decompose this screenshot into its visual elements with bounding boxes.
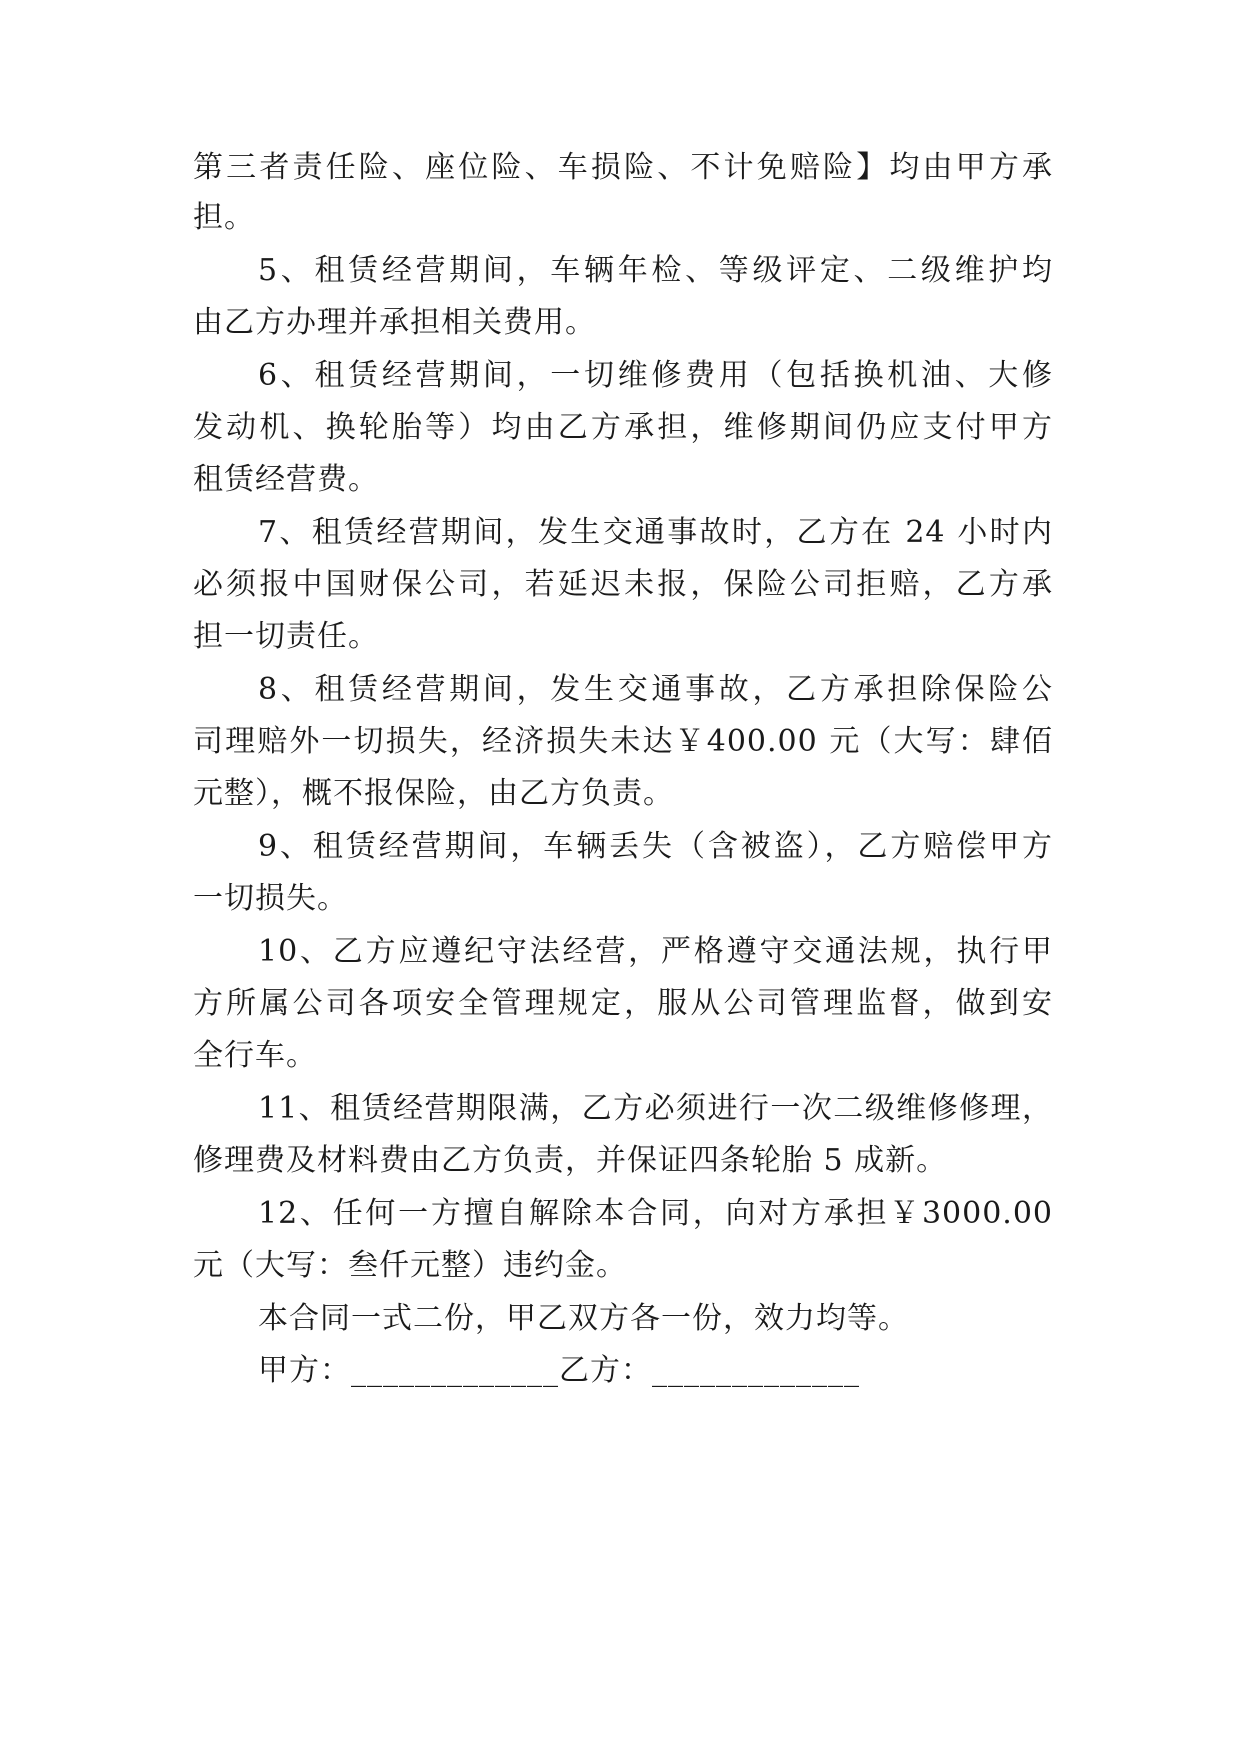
text-line: 方所属公司各项安全管理规定，服从公司管理监督，做到安 bbox=[193, 986, 1053, 1021]
text-line: 必须报中国财保公司，若延迟未报，保险公司拒赔，乙方承 bbox=[193, 567, 1053, 602]
paragraph-9-line: 9、租赁经营期间，车辆丢失（含被盗），乙方赔偿甲方 bbox=[258, 829, 1053, 864]
paragraph-6-line: 6、租赁经营期间，一切维修费用（包括换机油、大修 bbox=[258, 358, 1053, 393]
text-line: 第三者责任险、座位险、车损险、不计免赔险】均由甲方承 bbox=[193, 150, 1053, 185]
text-line: 发动机、换轮胎等）均由乙方承担，维修期间仍应支付甲方 bbox=[193, 410, 1053, 445]
text-line: 租赁经营费。 bbox=[193, 462, 379, 497]
text-line: 一切损失。 bbox=[193, 881, 348, 916]
text-line: 修理费及材料费由乙方负责，并保证四条轮胎 5 成新。 bbox=[193, 1143, 948, 1178]
text-line: 担。 bbox=[193, 200, 255, 235]
paragraph-10-line: 10、乙方应遵纪守法经营，严格遵守交通法规，执行甲 bbox=[258, 934, 1053, 969]
paragraph-12-line: 12、任何一方擅自解除本合同，向对方承担￥3000.00 bbox=[258, 1196, 1053, 1231]
paragraph-8-line: 8、租赁经营期间，发生交通事故，乙方承担除保险公 bbox=[258, 672, 1053, 707]
text-line: 担一切责任。 bbox=[193, 619, 379, 654]
text-line: 全行车。 bbox=[193, 1038, 317, 1073]
text-line: 由乙方办理并承担相关费用。 bbox=[193, 305, 596, 340]
text-line: 司理赔外一切损失，经济损失未达￥400.00 元（大写：肆佰 bbox=[193, 724, 1053, 759]
paragraph-11-line: 11、租赁经营期限满，乙方必须进行一次二级维修修理， bbox=[258, 1091, 1053, 1126]
paragraph-5-line: 5、租赁经营期间，车辆年检、等级评定、二级维护均 bbox=[258, 253, 1053, 288]
signature-line: 甲方：_____________乙方：_____________ bbox=[258, 1353, 860, 1388]
text-line: 元（大写：叁仟元整）违约金。 bbox=[193, 1248, 627, 1283]
text-line: 元整），概不报保险，由乙方负责。 bbox=[193, 776, 674, 811]
paragraph-7-line: 7、租赁经营期间，发生交通事故时，乙方在 24 小时内 bbox=[258, 515, 1053, 550]
closing-statement: 本合同一式二份，甲乙双方各一份，效力均等。 bbox=[258, 1301, 909, 1336]
